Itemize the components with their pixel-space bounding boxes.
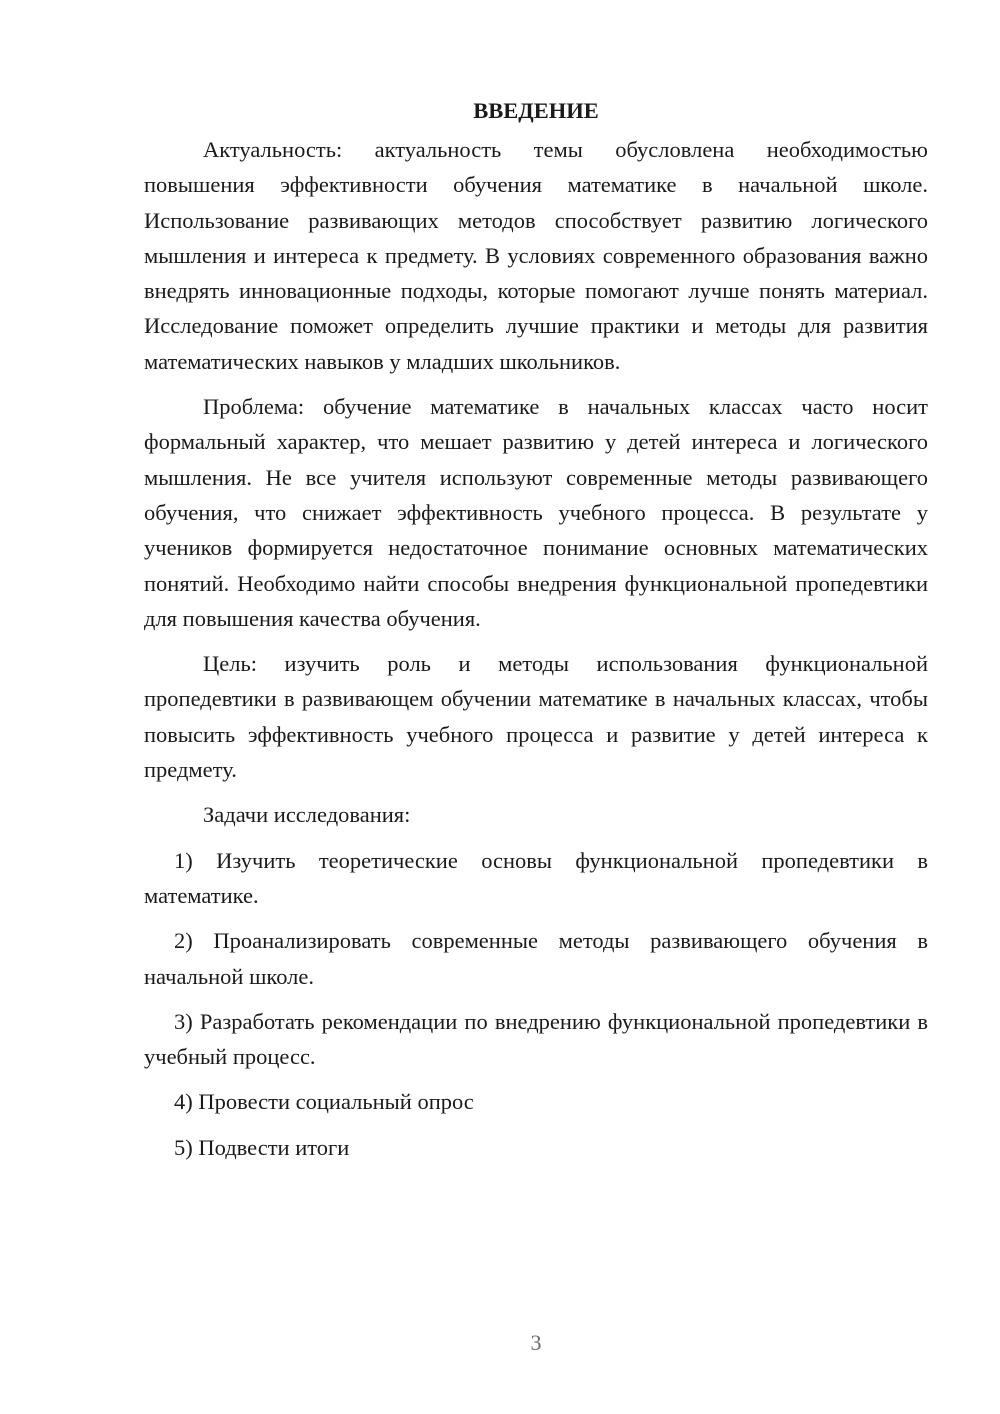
task-item: 3) Разработать рекомендации по внедрению функциональной пропедевтики в учебный процесс. <box>144 1008 928 1070</box>
task-item: 1) Изучить теоретические основы функциональной пропедевтики в математике. <box>144 847 928 908</box>
tasks-label: Задачи исследования: <box>203 802 411 828</box>
task-item: 4) Провести социальный опрос <box>174 1089 474 1115</box>
paragraph-goal: Цель: изучить роль и методы использования функциональной пропедевтики в развивающем обучении математике в начальных классах, чтобы повысить эффективность учебного процесса и развитие у детей интереса к предмету. <box>144 651 928 783</box>
paragraph-relevance: Актуальность: актуальность темы обусловлена необходимостью повышения эффективности обучения математике в начальной школе. Использование развивающих методов способствует развитию логического мышления и интереса к предмету. В условиях современного образования важно внедрять инновационные подходы, которые помогают лучше понять материал. Исследование поможет определить лучшие практики и методы для развития математических навыков у младших школьников. <box>144 137 928 374</box>
task-item: 5) Подвести итоги <box>174 1134 350 1160</box>
tasks-list <box>144 843 928 1165</box>
paragraph-problem: Проблема: обучение математике в начальных классах часто носит формальный характер, что мешает развитию у детей интереса и логического мышления. Не все учителя используют современные методы развивающего обучения, что снижает эффективность учебного процесса. В результате у учеников формируется недостаточное понимание основных математических понятий. Необходимо найти способы внедрения функциональной пропедевтики для повышения качества обучения. <box>144 394 928 631</box>
task-item: 2) Проанализировать современные методы развивающего обучения в начальной школе. <box>144 928 928 989</box>
page-content <box>144 96 928 1175</box>
page-number: 3 <box>530 1330 542 1355</box>
section-heading: ВВЕДЕНИЕ <box>473 98 599 123</box>
